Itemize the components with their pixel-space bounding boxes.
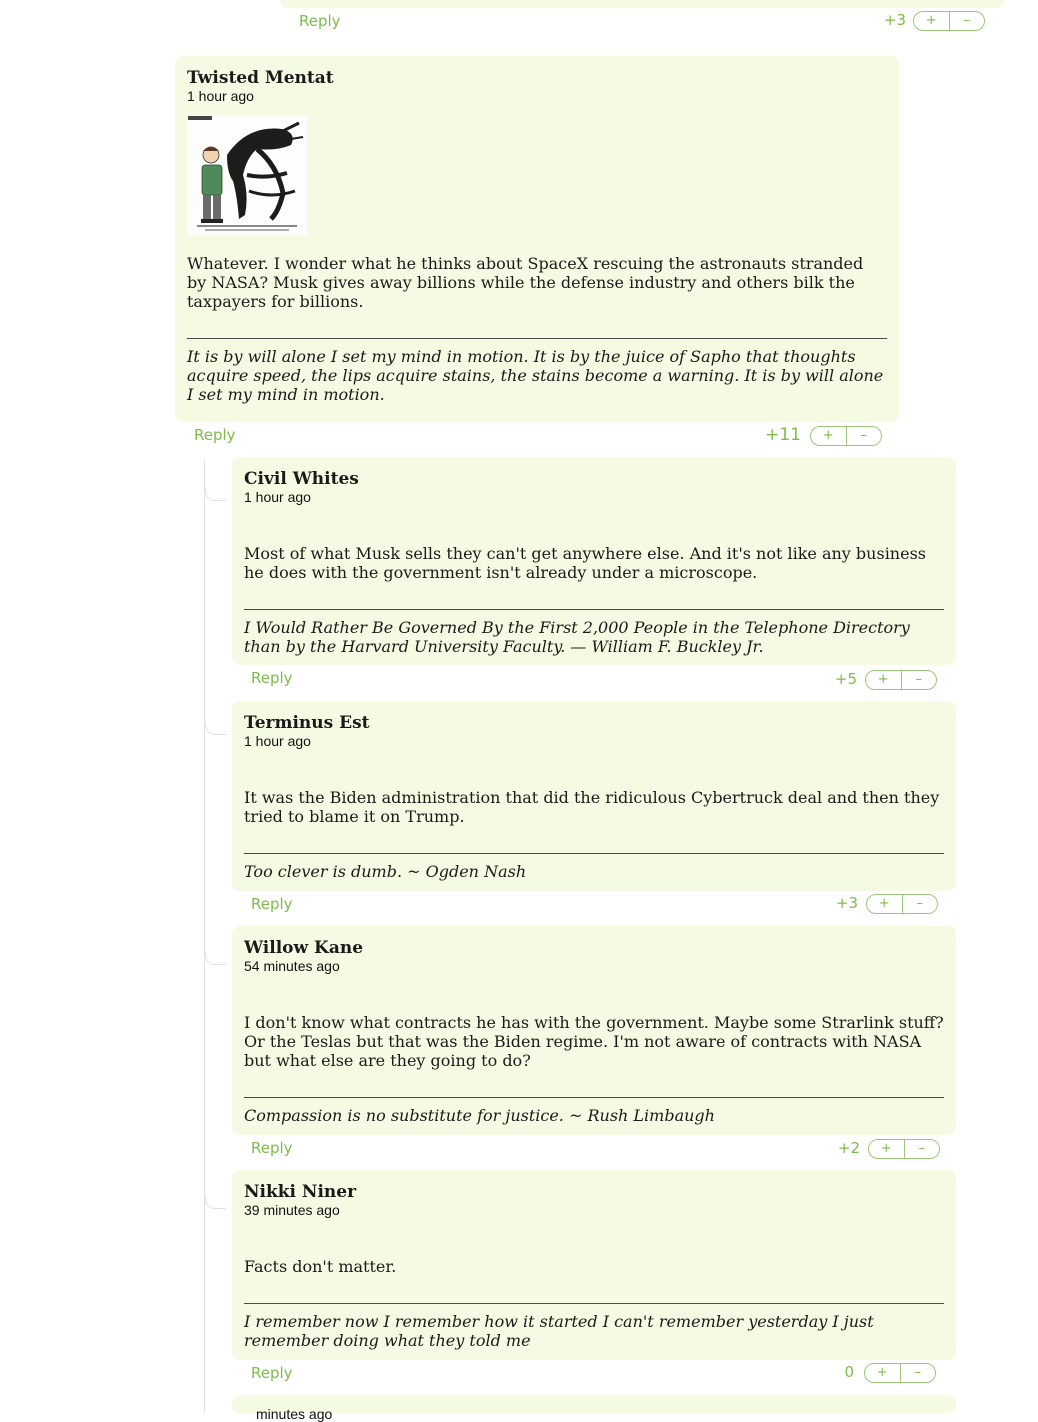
comment-body: Most of what Musk sells they can't get anywhere else. And it's not like any business he does with the government isn't already under a microscope. xyxy=(244,544,926,582)
thread-line xyxy=(204,460,205,1413)
vote-score: +2 xyxy=(837,1139,860,1157)
comment-card-partial-top xyxy=(280,0,1004,8)
signature-divider xyxy=(244,1303,944,1304)
vote-score: +11 xyxy=(765,425,801,445)
thread-branch xyxy=(205,488,226,501)
comment-author[interactable]: Civil Whites xyxy=(244,469,359,489)
comment-timestamp: 39 minutes ago xyxy=(244,1202,340,1218)
comment-signature: I remember now I remember how it started I can't remember yesterday I just remember doing what they told me xyxy=(244,1312,874,1350)
comment-body: I don't know what contracts he has with the government. Maybe some Strarlink stuff? Or the Teslas but that was the Biden regime. I'm not aware of contracts with NASA but what else are they going to do? xyxy=(244,1013,944,1070)
downvote-button[interactable]: – xyxy=(901,671,937,689)
vote-buttons xyxy=(913,11,985,31)
reply-button[interactable]: Reply xyxy=(251,1139,293,1157)
vote-buttons xyxy=(866,894,938,914)
vote-score: +5 xyxy=(834,670,857,688)
vote-buttons xyxy=(864,1363,936,1383)
vote-score: 0 xyxy=(844,1363,854,1381)
comment-card xyxy=(232,1170,956,1360)
comment-timestamp: 1 hour ago xyxy=(244,489,311,505)
thread-branch xyxy=(205,722,226,735)
reply-button[interactable]: Reply xyxy=(251,1364,293,1382)
comment-timestamp: minutes ago xyxy=(256,1406,333,1422)
comment-card xyxy=(232,457,956,665)
comment-signature: I Would Rather Be Governed By the First 2,000 People in the Telephone Directory than by the Harvard University Faculty. — William F. Buckley Jr. xyxy=(244,618,910,656)
vote-score: +3 xyxy=(883,11,906,29)
downvote-button[interactable]: – xyxy=(949,12,985,30)
comment-author[interactable]: Terminus Est xyxy=(244,713,370,733)
comment-body: Whatever. I wonder what he thinks about SpaceX rescuing the astronauts stranded by NASA? Musk gives away billions while the defense industry and others bilk the taxpayers for billions. xyxy=(187,254,864,311)
signature-divider xyxy=(244,1097,944,1098)
signature-divider xyxy=(187,338,887,339)
downvote-button[interactable]: – xyxy=(902,895,938,913)
reply-button[interactable]: Reply xyxy=(194,426,236,444)
comment-card xyxy=(232,926,956,1135)
upvote-button[interactable]: + xyxy=(876,1365,888,1380)
thread-branch xyxy=(205,1196,226,1209)
signature-divider xyxy=(244,609,944,610)
upvote-button[interactable]: + xyxy=(822,428,834,443)
downvote-button[interactable]: – xyxy=(900,1364,936,1382)
reply-button[interactable]: Reply xyxy=(299,12,341,30)
vote-buttons xyxy=(865,670,937,690)
comment-body: Facts don't matter. xyxy=(244,1257,397,1276)
comment-body: It was the Biden administration that did the ridiculous Cybertruck deal and then they tried to blame it on Trump. xyxy=(244,788,940,826)
thread-branch xyxy=(205,952,226,965)
vote-buttons xyxy=(810,426,882,446)
comment-card-partial-bottom xyxy=(232,1395,956,1422)
downvote-button[interactable]: – xyxy=(904,1140,940,1158)
upvote-button[interactable]: + xyxy=(877,672,889,687)
comment-card xyxy=(232,701,956,891)
upvote-button[interactable]: + xyxy=(880,1141,892,1156)
comment-signature: Too clever is dumb. ~ Ogden Nash xyxy=(244,862,527,881)
comment-timestamp: 1 hour ago xyxy=(187,88,254,104)
downvote-button[interactable]: – xyxy=(846,427,882,445)
comment-author[interactable]: Willow Kane xyxy=(244,938,364,958)
comment-author[interactable]: Nikki Niner xyxy=(244,1182,357,1202)
comment-timestamp: 54 minutes ago xyxy=(244,958,340,974)
reply-button[interactable]: Reply xyxy=(251,669,293,687)
vote-buttons xyxy=(868,1139,940,1159)
comment-card xyxy=(175,56,899,422)
upvote-button[interactable]: + xyxy=(878,896,890,911)
reply-button[interactable]: Reply xyxy=(251,895,293,913)
comment-image[interactable] xyxy=(187,115,307,235)
upvote-button[interactable]: + xyxy=(925,13,937,28)
comment-timestamp: 1 hour ago xyxy=(244,733,311,749)
comment-author[interactable]: Twisted Mentat xyxy=(187,68,334,88)
vote-score: +3 xyxy=(835,894,858,912)
cartoon-image xyxy=(187,115,307,235)
comment-signature: It is by will alone I set my mind in motion. It is by the juice of Sapho that thoughts acquire speed, the lips acquire stains, the stains become a warning. It is by will alone I set my mind in motion. xyxy=(187,347,884,404)
signature-divider xyxy=(244,853,944,854)
comment-signature: Compassion is no substitute for justice. ~ Rush Limbaugh xyxy=(244,1106,715,1125)
